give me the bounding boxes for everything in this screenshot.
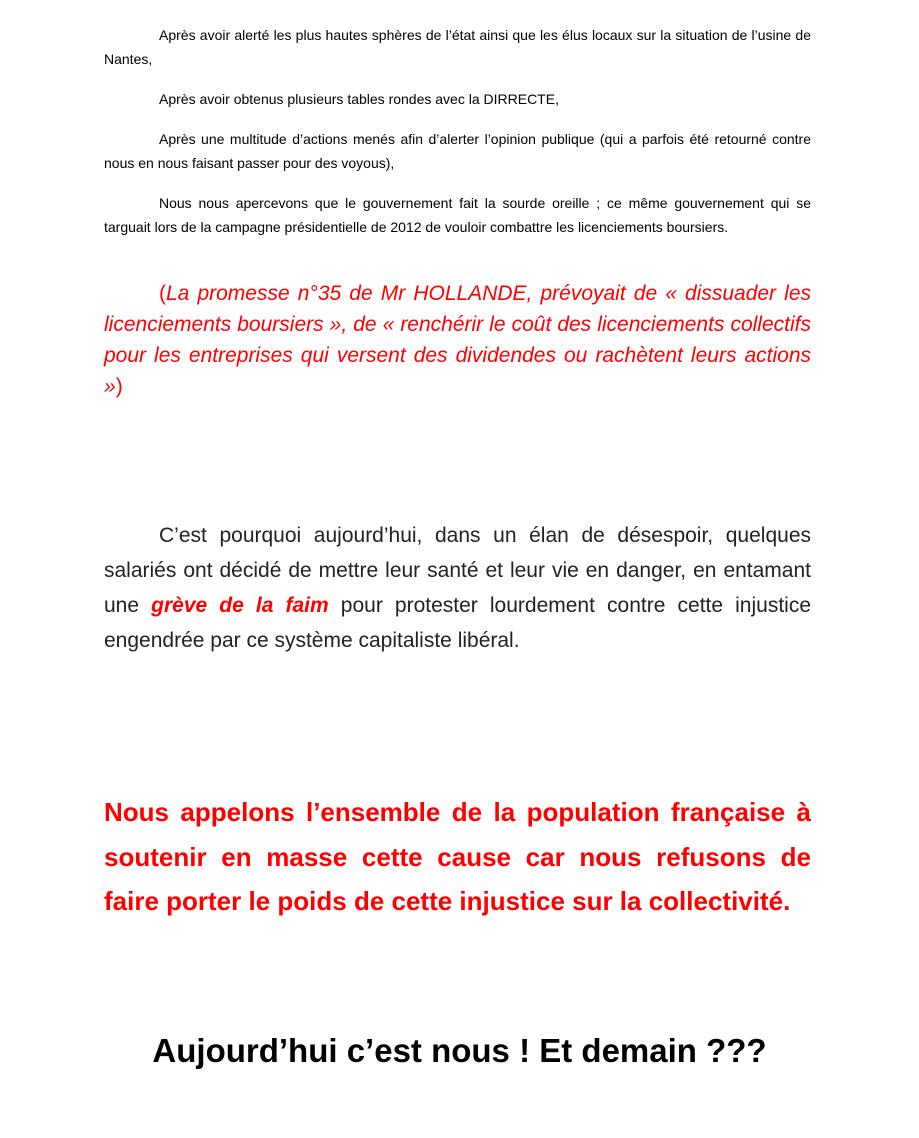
paragraph-alert-authorities: Après avoir alerté les plus hautes sphères de l’état ainsi que les élus locaux sur la situation de l’usine de Nantes,: [104, 27, 811, 67]
hunger-strike-text-before: C’est pourquoi aujourd’hui, dans un élan de désespoir, quelques salariés ont décidé de mettre leur santé et leur vie en danger, en entamant une: [104, 524, 811, 617]
appeal-to-population: Nous appelons l’ensemble de la population française à soutenir en masse cette cause car nous refusons de faire porter le poids de cette injustice sur la collectivité.: [104, 797, 811, 916]
paragraph-round-tables: Après avoir obtenus plusieurs tables rondes avec la DIRRECTE,: [159, 91, 559, 107]
hunger-strike-text-after: pour protester lourdement contre cette injustice engendrée par ce système capitaliste libéral.: [104, 594, 812, 652]
closing-slogan: Aujourd’hui c’est nous ! Et demain ???: [152, 1032, 767, 1069]
promise-open-paren: (: [159, 282, 166, 305]
promise-close-paren: ): [115, 375, 123, 398]
paragraph-government-deaf-ear: Nous nous apercevons que le gouvernement fait la sourde oreille ; ce même gouvernement qui se targuait lors de la campagne présidentielle de 2012 de vouloir combattre les licenciements boursiers.: [104, 195, 811, 235]
hunger-strike-paragraph: [104, 518, 811, 658]
hunger-strike-highlight: grève de la faim: [151, 594, 329, 617]
promise-35-quote: [104, 278, 811, 402]
paragraph-public-actions: Après une multitude d’actions menés afin d’alerter l’opinion publique (qui a parfois été retourné contre nous en nous faisant passer pour des voyous),: [104, 131, 811, 171]
promise-text: La promesse n°35 de Mr HOLLANDE, prévoyait de « dissuader les licenciements boursiers », de « renchérir le coût des licenciements collectifs pour les entreprises qui versent des dividendes ou rachètent leurs actions »: [104, 282, 811, 398]
